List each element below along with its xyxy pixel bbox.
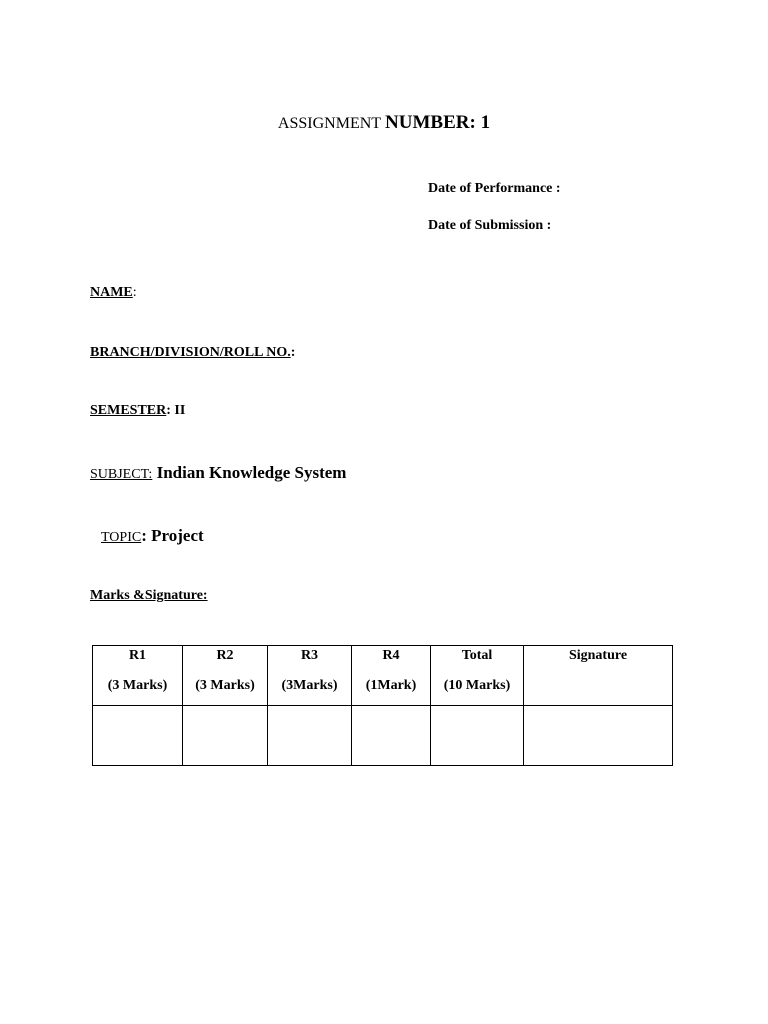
date-of-performance-label: Date of Performance : xyxy=(428,181,561,196)
column-marks: (3Marks) xyxy=(281,678,338,693)
topic-value: : Project xyxy=(141,526,204,545)
date-of-submission-label: Date of Submission : xyxy=(428,218,552,233)
table-header-cell-r4 xyxy=(352,646,431,706)
column-name: Signature xyxy=(568,648,628,663)
column-marks: (3 Marks) xyxy=(107,678,168,693)
branch-colon: : xyxy=(290,345,296,360)
branch-field xyxy=(90,345,295,361)
table-cell xyxy=(524,706,673,766)
table-cell xyxy=(93,706,183,766)
title-number: NUMBER: 1 xyxy=(385,112,491,133)
table-cell xyxy=(268,706,352,766)
subject-value: Indian Knowledge System xyxy=(152,463,347,482)
table-cell xyxy=(183,706,268,766)
table-cell xyxy=(431,706,524,766)
column-name: R3 xyxy=(300,648,319,663)
name-colon: : xyxy=(132,285,137,300)
column-marks: (3 Marks) xyxy=(195,678,255,693)
semester-value: : II xyxy=(166,403,186,418)
column-name: R4 xyxy=(382,648,400,663)
name-label: NAME xyxy=(90,285,133,300)
table-header-cell-r2 xyxy=(183,646,268,706)
column-name: Total xyxy=(461,648,493,663)
column-marks: (10 Marks) xyxy=(443,678,511,693)
table-header-cell-total xyxy=(431,646,524,706)
subject-label: SUBJECT: xyxy=(90,467,153,482)
table-header-row xyxy=(93,646,673,706)
topic-field xyxy=(101,526,204,546)
assignment-title xyxy=(0,112,768,134)
title-prefix: ASSIGNMENT xyxy=(277,115,382,132)
table-row xyxy=(93,706,673,766)
column-name: R1 xyxy=(128,648,147,663)
semester-label: SEMESTER xyxy=(90,403,167,418)
column-name: R2 xyxy=(216,648,234,663)
semester-field xyxy=(90,403,185,419)
name-field xyxy=(90,285,137,301)
subject-field xyxy=(90,463,346,483)
table-cell xyxy=(352,706,431,766)
table-header-cell-signature xyxy=(524,646,673,706)
topic-label: TOPIC xyxy=(101,530,142,545)
column-marks: (1Mark) xyxy=(365,678,417,693)
marks-signature-label: Marks &Signature: xyxy=(90,588,208,603)
table-header-cell-r1 xyxy=(93,646,183,706)
table-header-cell-r3 xyxy=(268,646,352,706)
branch-label: BRANCH/DIVISION/ROLL NO. xyxy=(90,345,291,360)
marks-table xyxy=(92,645,673,766)
